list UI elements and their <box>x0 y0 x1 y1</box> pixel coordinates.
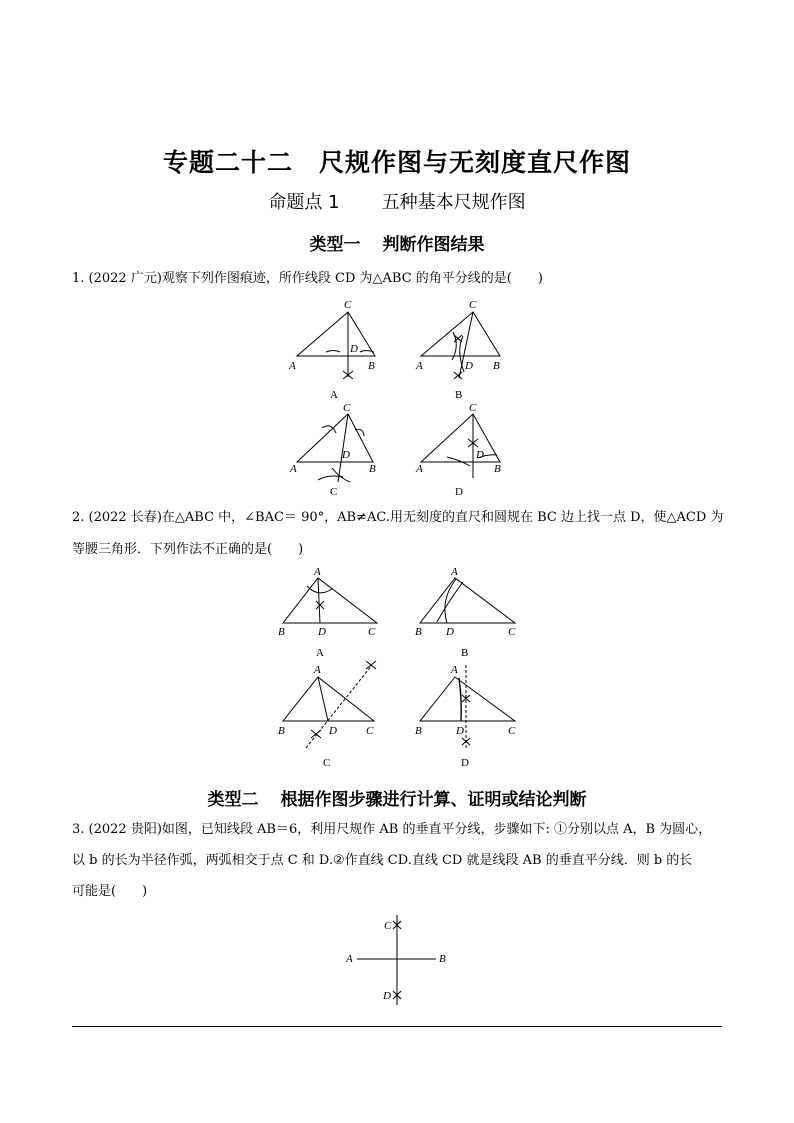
svg-text:C: C <box>384 920 392 932</box>
question-2-line2: 等腰三角形．下列作法不正确的是( ) <box>72 542 304 557</box>
svg-text:B: B <box>369 463 376 475</box>
svg-text:B: B <box>415 725 422 737</box>
svg-text:D: D <box>465 360 473 372</box>
svg-text:D: D <box>318 626 326 638</box>
q1-a-c: C <box>344 299 352 311</box>
svg-text:B: B <box>278 626 285 638</box>
svg-text:D: D <box>446 626 454 638</box>
svg-text:B: B <box>493 360 500 372</box>
section-text: 五种基本尺规作图 <box>381 192 526 213</box>
svg-text:A: A <box>290 463 297 475</box>
svg-text:C: C <box>469 402 477 414</box>
type2-text: 根据作图步骤进行计算、证明或结论判断 <box>280 790 587 810</box>
svg-text:A: A <box>416 463 423 475</box>
q1-option-b: B <box>455 389 463 401</box>
q2-option-b: B <box>461 647 469 659</box>
q2-option-d: D <box>461 757 469 769</box>
svg-text:A: A <box>451 664 458 676</box>
svg-text:B: B <box>494 463 501 475</box>
type1-label: 类型一 <box>309 235 361 255</box>
question-3-line2: 以 b 的长为半径作弧，两弧相交于点 C 和 D.②作直线 CD.直线 CD 就是线段 AB 的垂直平分线．则 b 的长 <box>72 853 693 868</box>
svg-text:B: B <box>368 360 375 372</box>
svg-text:B: B <box>415 626 422 638</box>
svg-text:C: C <box>368 626 376 638</box>
footer-rule <box>72 1026 722 1027</box>
svg-text:C: C <box>469 299 477 311</box>
svg-text:C: C <box>343 402 351 414</box>
svg-text:A: A <box>314 566 321 578</box>
svg-text:A: A <box>416 360 423 372</box>
svg-text:A: A <box>346 953 353 965</box>
question-1-text: 1. (2022 广元)观察下列作图痕迹，所作线段 CD 为△ABC 的角平分线的是( ) <box>72 271 543 286</box>
svg-text:D: D <box>350 343 358 355</box>
svg-text:B: B <box>278 725 285 737</box>
svg-text:A: A <box>289 360 296 372</box>
question-3-line1: 3. (2022 贵阳)如图，已知线段 AB＝6，利用尺规作 AB 的垂直平分线，步骤如下: ①分别以点 A，B 为圆心， <box>72 822 712 837</box>
svg-text:A: A <box>314 664 321 676</box>
svg-text:D: D <box>329 725 337 737</box>
section-label: 命题点 1 <box>268 192 340 213</box>
svg-text:C: C <box>508 725 516 737</box>
q1-option-d: D <box>455 486 463 498</box>
svg-text:D: D <box>342 449 350 461</box>
svg-text:B: B <box>439 953 446 965</box>
q2-option-a: A <box>316 647 324 659</box>
question-2-line1: 2. (2022 长春)在△ABC 中，∠BAC＝ 90°，AB≠AC.用无刻度的直尺和圆规在 BC 边上找一点 D，使△ACD 为 <box>72 510 724 525</box>
question-3-line3: 可能是( ) <box>72 884 148 899</box>
q1-option-c: C <box>330 486 338 498</box>
page-title: 专题二十二 尺规作图与无刻度直尺作图 <box>162 148 631 177</box>
type2-label: 类型二 <box>207 790 259 810</box>
svg-text:C: C <box>508 626 516 638</box>
q2-option-c: C <box>323 757 331 769</box>
svg-text:D: D <box>476 449 484 461</box>
svg-text:A: A <box>451 566 458 578</box>
q1-option-a: A <box>330 389 338 401</box>
type1-text: 判断作图结果 <box>382 235 485 255</box>
svg-text:D: D <box>456 725 464 737</box>
svg-text:C: C <box>366 725 374 737</box>
svg-text:D: D <box>383 990 391 1002</box>
